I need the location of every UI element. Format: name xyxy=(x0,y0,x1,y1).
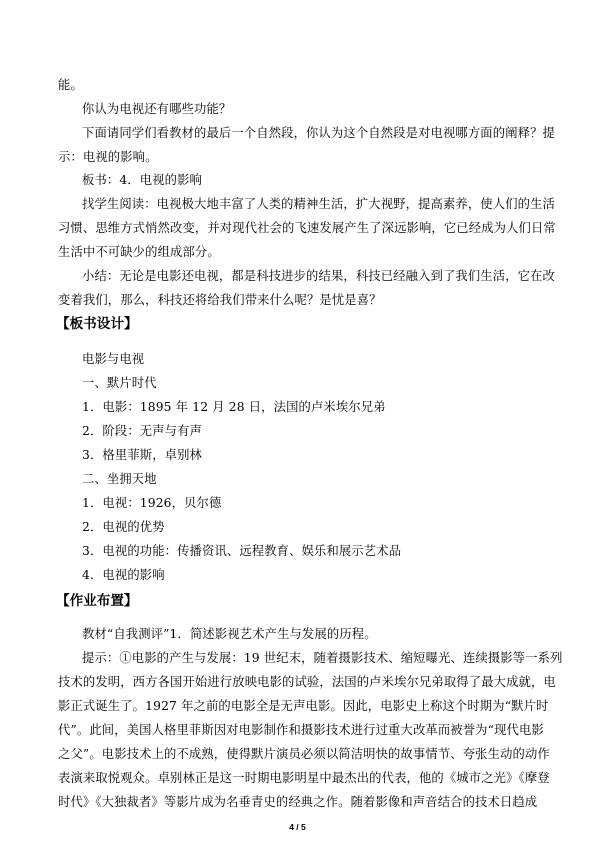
board-line: 4．电视的影响 xyxy=(82,568,165,582)
paragraph-line: 下面请同学们看教材的最后一个自然段，你认为这个自然段是对电视哪方面的阐释？提 xyxy=(82,126,555,140)
board-line: 一、默片时代 xyxy=(82,376,157,390)
homework-line: 教材“自我测评”1．简述影视艺术产生与发展的历程。 xyxy=(82,627,377,641)
paragraph-line: 你认为电视还有哪些功能？ xyxy=(82,102,232,116)
homework-line: 代”。此间，美国人格里菲斯因对电影制作和摄影技术进行过重大改革而被誉为“现代电影 xyxy=(58,723,544,737)
page-number: 4 / 5 xyxy=(289,822,306,832)
homework-line: 之父”。电影技术上的不成熟，使得默片演员必须以简洁明快的故事情节、夸张生动的动作 xyxy=(58,747,550,761)
homework-line: 提示：①电影的产生与发展：19 世纪末，随着摄影技术、缩短曝光、连续摄影等一系列 xyxy=(82,651,563,665)
paragraph-line: 示：电视的影响。 xyxy=(58,150,158,164)
board-line: 3．格里菲斯，卓别林 xyxy=(82,448,202,462)
paragraph-line: 板书：4．电视的影响 xyxy=(82,173,202,187)
section-heading-board: 【板书设计】 xyxy=(56,316,138,332)
board-line: 1．电视：1926，贝尔德 xyxy=(82,496,222,510)
board-line: 1．电影：1895 年 12 月 28 日，法国的卢米埃尔兄弟 xyxy=(82,400,386,414)
board-line: 2．电视的优势 xyxy=(82,520,165,534)
paragraph-line: 找学生阅读：电视极大地丰富了人类的精神生活，扩大视野，提高素养，使人们的生活 xyxy=(82,197,555,211)
homework-line: 时代》《大独裁者》等影片成为名垂青史的经典之作。随着影像和声音结合的技术日趋成 xyxy=(58,795,538,809)
paragraph-line: 能。 xyxy=(58,78,83,92)
board-line: 电影与电视 xyxy=(82,352,145,366)
homework-line: 影正式诞生了。1927 年之前的电影全是无声电影。因此，电影史上称这个时期为“默片时 xyxy=(58,699,549,713)
homework-line: 技术的发明，西方各国开始进行放映电影的试验，法国的卢米埃尔兄弟取得了最大成就，电 xyxy=(58,675,556,689)
homework-line: 表演来取悦观众。卓别林正是这一时期电影明星中最杰出的代表，他的《城市之光》《摩登 xyxy=(58,771,550,785)
board-line: 2．阶段：无声与有声 xyxy=(82,424,202,438)
paragraph-line: 变着我们，那么，科技还将给我们带来什么呢？是忧是喜？ xyxy=(58,293,382,307)
section-heading-homework: 【作业布置】 xyxy=(56,593,138,609)
board-line: 二、坐拥天地 xyxy=(82,472,157,486)
board-line: 3．电视的功能：传播资讯、远程教育、娱乐和展示艺术品 xyxy=(82,544,402,558)
paragraph-line: 生活中不可缺少的组成部分。 xyxy=(58,245,220,259)
paragraph-line: 习惯、思维方式悄然改变，并对现代社会的飞速发展产生了深远影响，它已经成为人们日常 xyxy=(58,221,556,235)
paragraph-line: 小结：无论是电影还电视，都是科技进步的结果，科技已经融入到了我们生活，它在改 xyxy=(82,269,555,283)
